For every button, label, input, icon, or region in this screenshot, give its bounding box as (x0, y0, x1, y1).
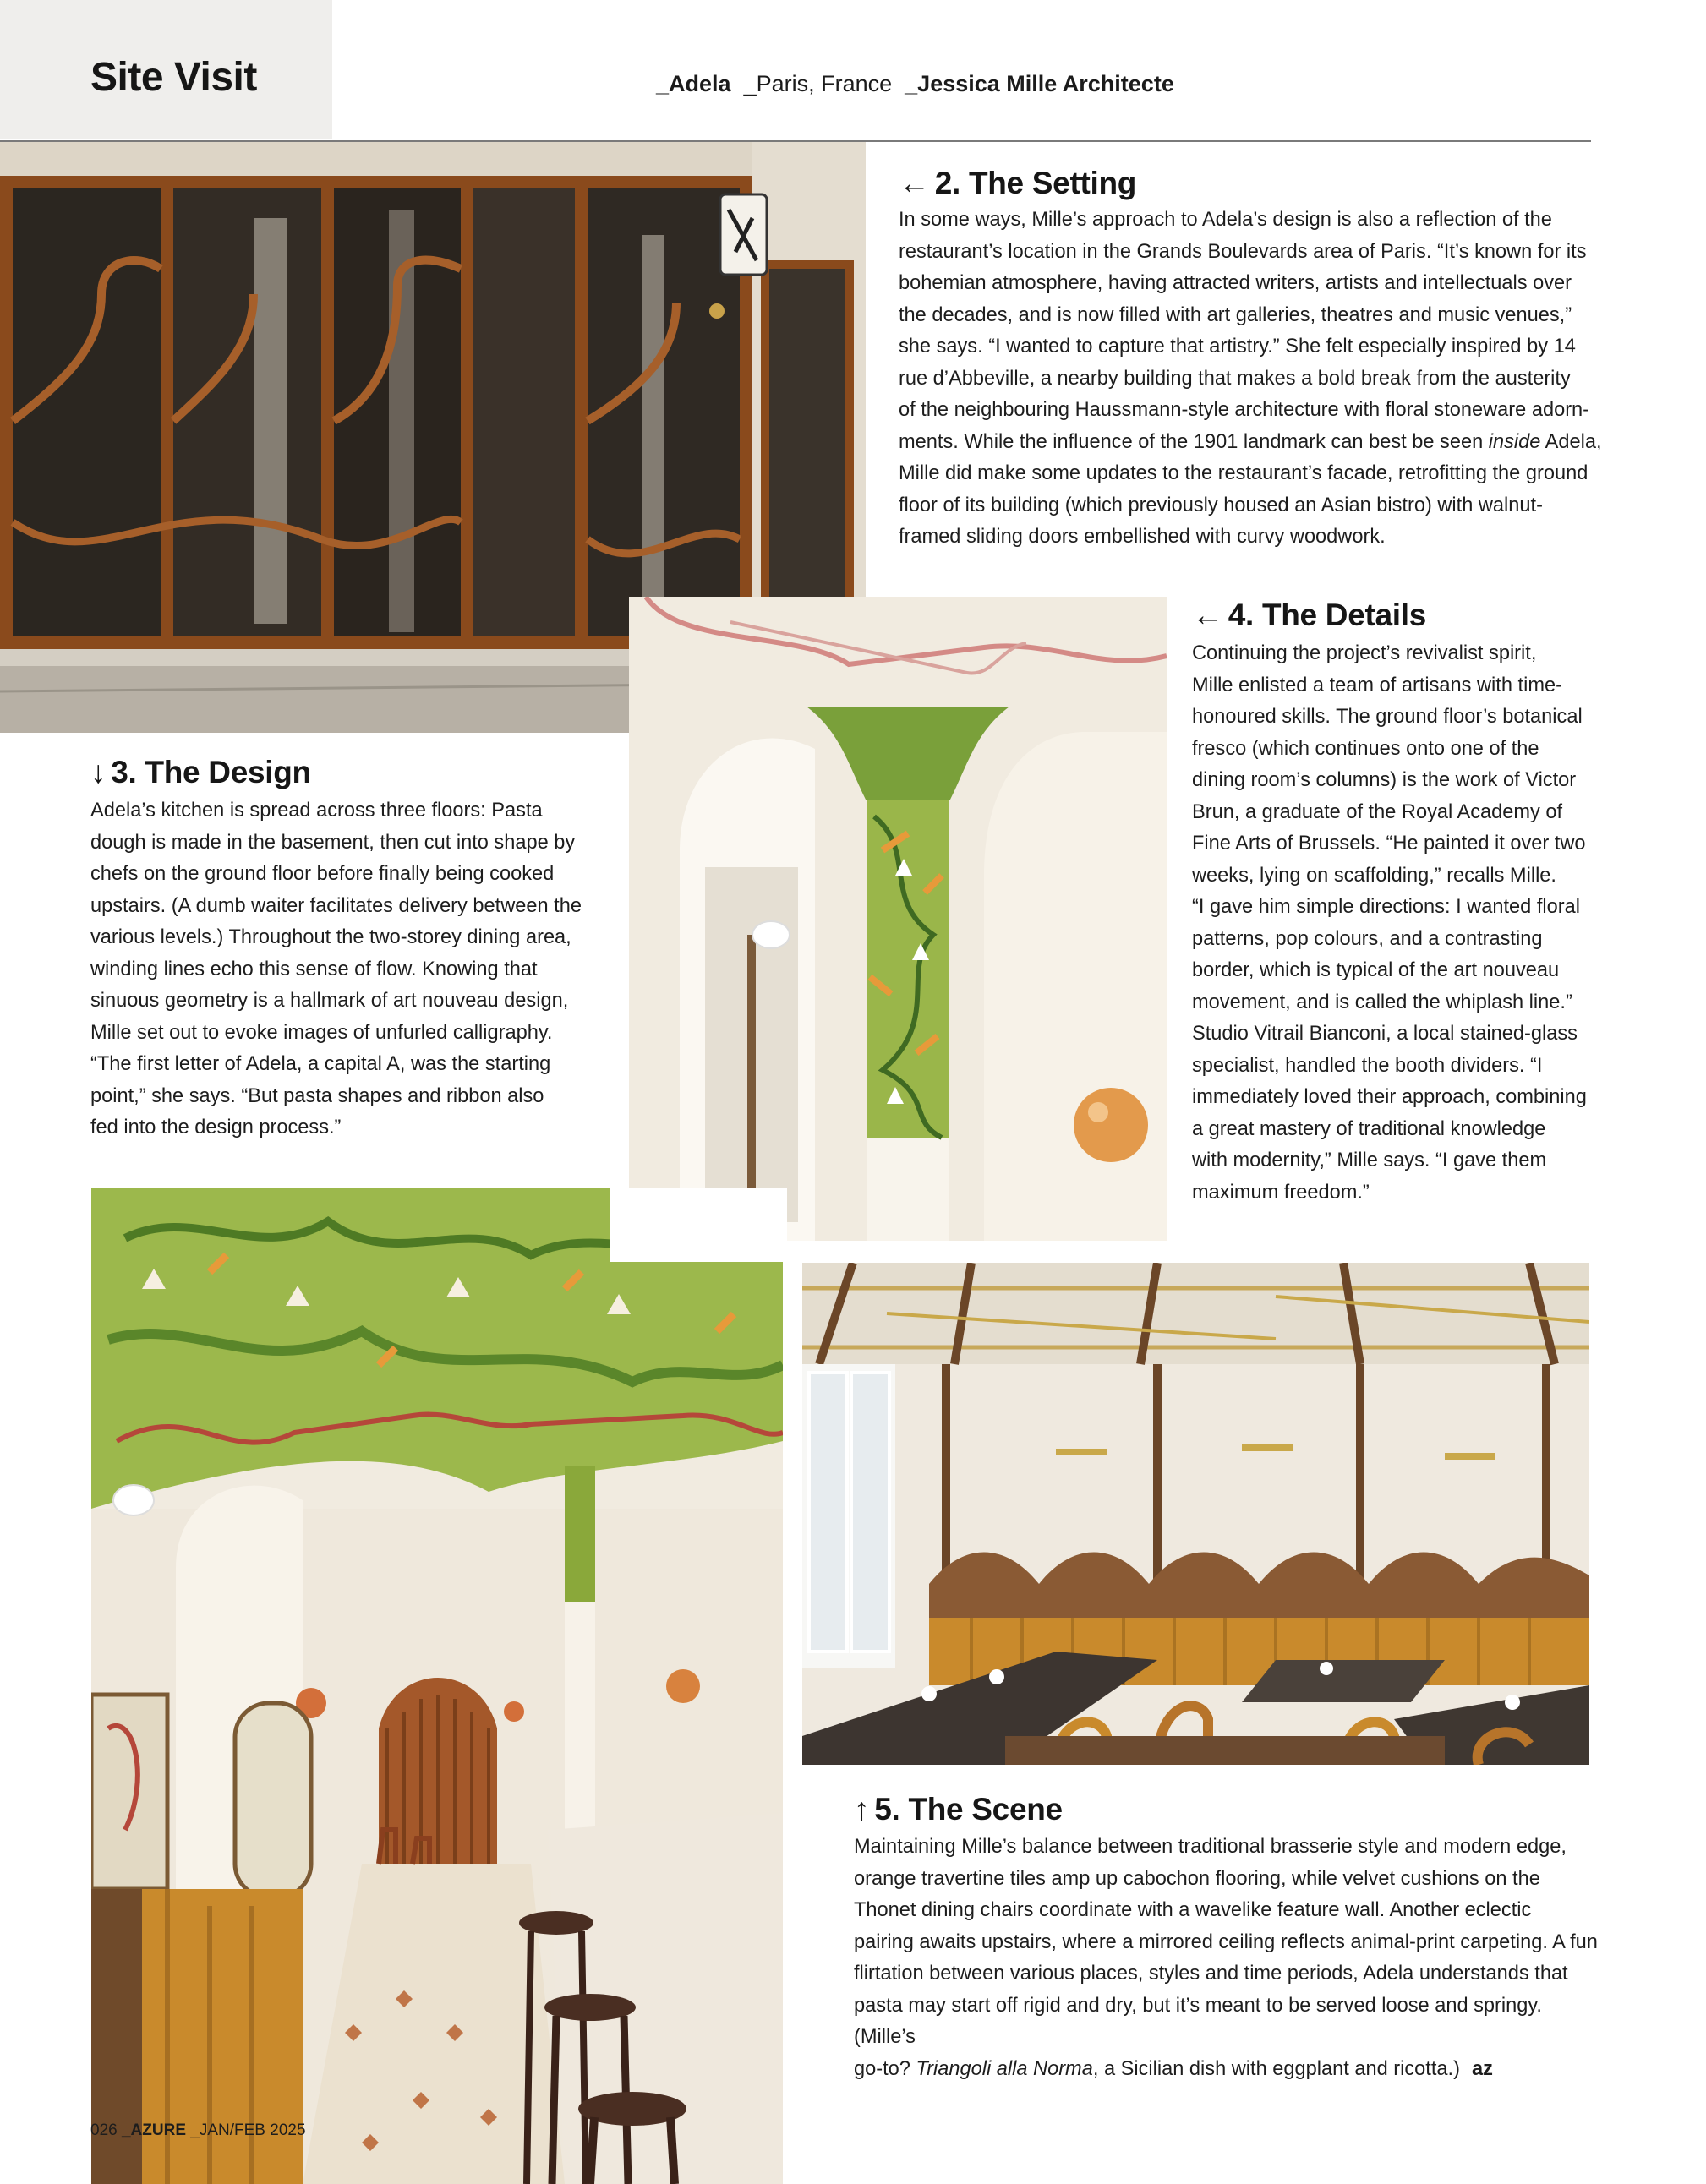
text-run: Adela, (1540, 430, 1602, 453)
byline (656, 71, 1174, 97)
text-line (854, 2054, 1598, 2086)
text-run: , a Sicilian dish with eggplant and ricotta.) (1092, 2057, 1460, 2080)
text-line: dining room’s columns) is the work of Victor (1192, 769, 1577, 791)
text-run: go-to? (854, 2057, 916, 2080)
text-line: honoured skills. The ground floor’s botanical (1192, 706, 1583, 728)
text-line: upstairs. (A dumb waiter facilitates delivery between the (90, 894, 582, 917)
left-arrow-icon: ← (899, 166, 930, 200)
text-line: weeks, lying on scaffolding,” recalls Mille. (1192, 864, 1556, 887)
text-line: pasta may start off rigid and dry, but it’s meant to be served loose and springy. (Mille’s (854, 1994, 1542, 2048)
text-line: Brun, a graduate of the Royal Academy of (1192, 800, 1563, 823)
text-line: fed into the design process.” (90, 1117, 342, 1138)
byline-location: _Paris, France (743, 71, 893, 96)
text-line: the decades, and is now filled with art galleries, theatres and music venues,” (899, 303, 1572, 326)
dish-name: Triangoli alla Norma (916, 2057, 1093, 2080)
text-line: restaurant’s location in the Grands Boulevards area of Paris. “It’s known for its (899, 240, 1587, 263)
booth-room-photo (802, 1263, 1589, 1765)
text-line: chefs on the ground floor before finally being cooked (90, 863, 555, 885)
details-title: 4. The Details (1228, 598, 1427, 632)
scene-heading (854, 1792, 1063, 1827)
section-label: Site Visit (90, 55, 257, 100)
text-line: Thonet dining chairs coordinate with a wavelike feature wall. Another eclectic (854, 1899, 1532, 1921)
text-line: sinuous geometry is a hallmark of art nouveau design, (90, 990, 569, 1012)
text-line: various levels.) Throughout the two-storey dining area, (90, 926, 571, 948)
scene-body (854, 1832, 1598, 2085)
magazine-name: _AZURE (121, 2121, 186, 2139)
design-body (90, 795, 606, 1144)
byline-project: _Adela (656, 71, 731, 96)
text-line: Mille enlisted a team of artisans with time- (1192, 674, 1562, 696)
text-line: Fine Arts of Brussels. “He painted it over two (1192, 833, 1586, 854)
text-line: orange travertine tiles amp up cabochon flooring, while velvet cushions on the (854, 1867, 1540, 1890)
text-line: border, which is typical of the art nouveau (1192, 959, 1560, 981)
setting-heading (899, 166, 1136, 201)
text-line: In some ways, Mille’s approach to Adela’s design is also a reflection of the (899, 209, 1552, 231)
text-line: flirtation between various places, styles and time periods, Adela understands that (854, 1963, 1568, 1985)
text-line: Continuing the project’s revivalist spirit, (1192, 642, 1537, 664)
issue-date: _JAN/FEB 2025 (190, 2121, 306, 2139)
text-line: framed sliding doors embellished with curvy woodwork. (899, 526, 1386, 548)
text-line: bohemian atmosphere, having attracted writers, artists and intellectuals over (899, 272, 1572, 294)
text-line: Adela’s kitchen is spread across three floors: Pasta (90, 800, 543, 822)
text-line: a great mastery of traditional knowledge (1192, 1117, 1546, 1140)
left-arrow-icon: ← (1192, 598, 1223, 632)
text-line: fresco (which continues onto one of the (1192, 737, 1539, 760)
byline-firm: _Jessica Mille Architecte (905, 71, 1174, 96)
design-title: 3. The Design (111, 755, 311, 789)
text-line: dough is made in the basement, then cut into shape by (90, 831, 576, 854)
down-arrow-icon: ↓ (90, 755, 107, 789)
up-arrow-icon: ↑ (854, 1792, 870, 1826)
text-line (899, 427, 1609, 459)
text-line: Studio Vitrail Bianconi, a local stained-glass (1192, 1023, 1578, 1045)
fresco-column-photo (629, 597, 1167, 1241)
details-body (1192, 638, 1598, 1209)
text-line: maximum freedom.” (1192, 1181, 1370, 1204)
text-line: movement, and is called the whiplash line.” (1192, 991, 1572, 1013)
layout-notch (610, 1188, 787, 1262)
text-line: “The first letter of Adela, a capital A, was the starting (90, 1053, 551, 1075)
text-line: she says. “I wanted to capture that artistry.” She felt especially inspired by 14 (899, 336, 1576, 358)
scene-title: 5. The Scene (874, 1792, 1063, 1826)
dining-hall-photo (91, 1188, 783, 2184)
italic-word: inside (1488, 430, 1541, 453)
setting-body (899, 205, 1609, 554)
design-heading (90, 755, 311, 790)
setting-title: 2. The Setting (934, 166, 1137, 200)
text-line: immediately loved their approach, combining (1192, 1086, 1587, 1108)
page-number: 026 (90, 2121, 118, 2139)
text-run: ments. While the influence of the 1901 landmark can best be seen (899, 430, 1489, 453)
folio (90, 2121, 306, 2140)
end-mark: az (1471, 2057, 1493, 2080)
text-line: with modernity,” Mille says. “I gave them (1192, 1149, 1547, 1171)
text-line: specialist, handled the booth dividers. “I (1192, 1054, 1543, 1077)
text-line: of the neighbouring Haussmann-style architecture with floral stoneware adorn- (899, 399, 1590, 421)
text-line: pairing awaits upstairs, where a mirrored ceiling reflects animal-print carpeting. A fun (854, 1930, 1598, 1953)
text-line: floor of its building (which previously housed an Asian bistro) with walnut- (899, 494, 1543, 516)
text-line: “I gave him simple directions: I wanted floral (1192, 896, 1580, 918)
text-line: Mille set out to evoke images of unfurled calligraphy. (90, 1021, 553, 1044)
text-line: winding lines echo this sense of flow. Knowing that (90, 958, 538, 980)
text-line: patterns, pop colours, and a contrasting (1192, 927, 1543, 950)
text-line: point,” she says. “But pasta shapes and ribbon also (90, 1084, 544, 1107)
text-line: rue d’Abbeville, a nearby building that makes a bold break from the austerity (899, 367, 1571, 390)
text-line: Maintaining Mille’s balance between traditional brasserie style and modern edge, (854, 1836, 1567, 1858)
details-heading (1192, 598, 1426, 633)
text-line: Mille did make some updates to the restaurant’s facade, retrofitting the ground (899, 462, 1588, 484)
